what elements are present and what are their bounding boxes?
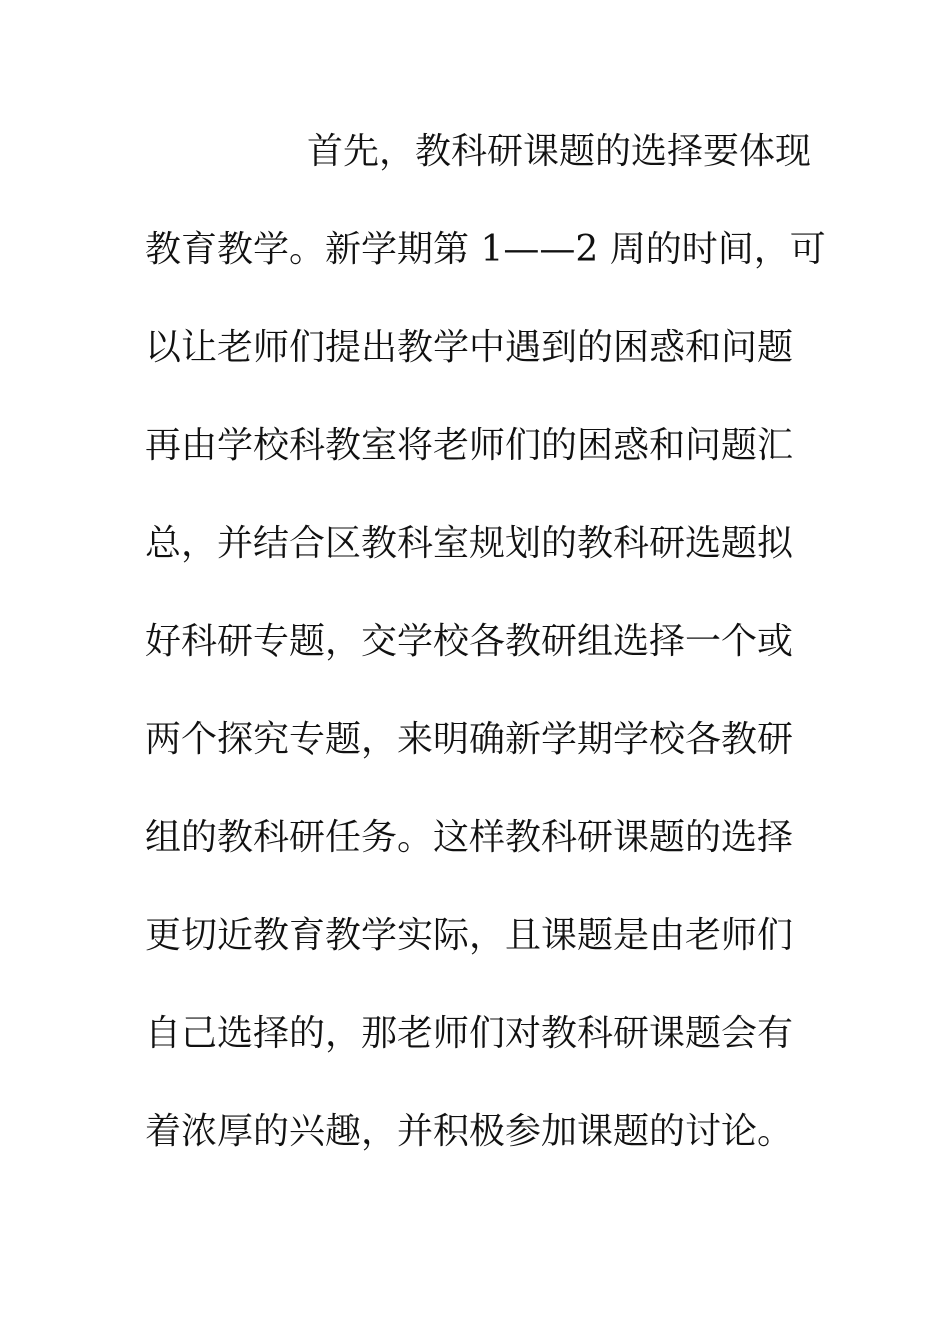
paragraph-line-3: 以让老师们提出教学中遇到的困惑和问题 xyxy=(145,327,794,368)
paragraph-line-6: 好科研专题，交学校各教研组选择一个或 xyxy=(145,621,794,662)
paragraph-line-4: 再由学校科教室将老师们的困惑和问题汇 xyxy=(145,425,794,466)
paragraph-line-5: 总，并结合区教科室规划的教科研选题拟 xyxy=(145,523,794,564)
paragraph-line-8: 组的教科研任务。这样教科研课题的选择 xyxy=(145,817,794,858)
paragraph-line-11: 着浓厚的兴趣，并积极参加课题的讨论。 xyxy=(145,1111,794,1152)
paragraph-line-7: 两个探究专题，来明确新学期学校各教研 xyxy=(145,719,794,760)
paragraph-line-1: 首先，教科研课题的选择要体现 xyxy=(307,131,812,172)
body-paragraph xyxy=(145,122,826,1200)
paragraph-line-10: 自己选择的，那老师们对教科研课题会有 xyxy=(145,1013,794,1054)
paragraph-line-9: 更切近教育教学实际，且课题是由老师们 xyxy=(145,915,794,956)
paragraph-line-2: 教育教学。新学期第 1——2 周的时间，可 xyxy=(145,229,826,270)
